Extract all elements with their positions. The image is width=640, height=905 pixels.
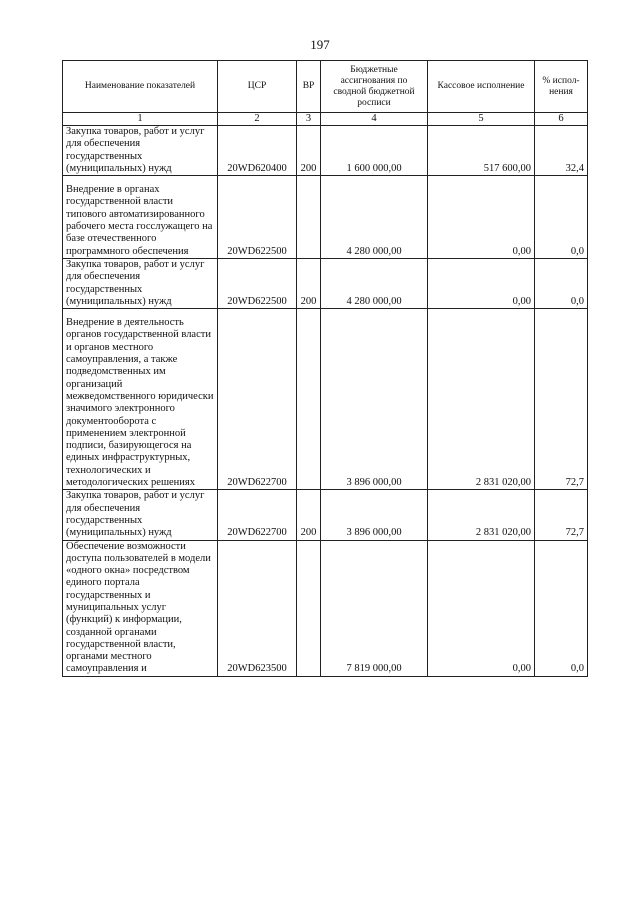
row-percent: 0,0 [535, 540, 588, 676]
row-budget: 1 600 000,00 [321, 126, 428, 176]
header-vr: ВР [297, 61, 321, 113]
row-cash: 0,00 [428, 258, 535, 308]
row-code: 20WD622500 [218, 176, 297, 259]
row-name: Внедрение в деятельность органов государственной власти и органов местного самоуправления, а также подведомственных им организаций межведомственного юридически значимого электронного документооборота с применением электронной подписи, базирующегося на единых инфраструктурных, технологических и методологических решениях [63, 309, 218, 490]
page-number: 197 [310, 37, 330, 52]
column-number: 6 [535, 113, 588, 126]
row-name: Закупка товаров, работ и услуг для обеспечения государственных (муниципальных) нужд [63, 490, 218, 540]
header-budget: Бюджетные ассигнования по сводной бюджетной росписи [321, 61, 428, 113]
table-row [63, 540, 588, 676]
row-budget: 4 280 000,00 [321, 258, 428, 308]
header-name: Наименование показателей [63, 61, 218, 113]
column-number-row [63, 113, 588, 126]
column-number: 5 [428, 113, 535, 126]
budget-execution-table [62, 60, 588, 677]
column-number: 3 [297, 113, 321, 126]
row-vr [297, 540, 321, 676]
row-percent: 72,7 [535, 490, 588, 540]
row-vr: 200 [297, 258, 321, 308]
table-row [63, 176, 588, 259]
header-code: ЦСР [218, 61, 297, 113]
row-vr: 200 [297, 126, 321, 176]
row-name: Закупка товаров, работ и услуг для обеспечения государственных (муниципальных) нужд [63, 126, 218, 176]
row-name: Закупка товаров, работ и услуг для обеспечения государственных (муниципальных) нужд [63, 258, 218, 308]
row-cash: 2 831 020,00 [428, 309, 535, 490]
row-name: Внедрение в органах государственной власти типового автоматизированного рабочего места госслужащего на базе отечественного программного обеспечения [63, 176, 218, 259]
row-budget: 3 896 000,00 [321, 309, 428, 490]
table-row [63, 490, 588, 540]
row-budget: 4 280 000,00 [321, 176, 428, 259]
column-number: 1 [63, 113, 218, 126]
row-vr [297, 309, 321, 490]
header-cash: Кассовое исполнение [428, 61, 535, 113]
table-row [63, 258, 588, 308]
row-budget: 7 819 000,00 [321, 540, 428, 676]
row-code: 20WD622700 [218, 309, 297, 490]
row-budget: 3 896 000,00 [321, 490, 428, 540]
row-code: 20WD623500 [218, 540, 297, 676]
row-name: Обеспечение возможности доступа пользователей в модели «одного окна» посредством единого портала государственных и муниципальных услуг (функций) к информации, созданной органами государственной власти, органами местного самоуправления и [63, 540, 218, 676]
row-cash: 517 600,00 [428, 126, 535, 176]
table-header-row [63, 61, 588, 113]
header-pct: % испол-нения [535, 61, 588, 113]
column-number: 4 [321, 113, 428, 126]
row-cash: 2 831 020,00 [428, 490, 535, 540]
row-cash: 0,00 [428, 176, 535, 259]
table-row [63, 309, 588, 490]
row-percent: 0,0 [535, 258, 588, 308]
row-code: 20WD622500 [218, 258, 297, 308]
column-number: 2 [218, 113, 297, 126]
row-percent: 0,0 [535, 176, 588, 259]
table-row [63, 126, 588, 176]
row-percent: 72,7 [535, 309, 588, 490]
row-vr [297, 176, 321, 259]
row-code: 20WD620400 [218, 126, 297, 176]
row-code: 20WD622700 [218, 490, 297, 540]
row-cash: 0,00 [428, 540, 535, 676]
row-percent: 32,4 [535, 126, 588, 176]
row-vr: 200 [297, 490, 321, 540]
